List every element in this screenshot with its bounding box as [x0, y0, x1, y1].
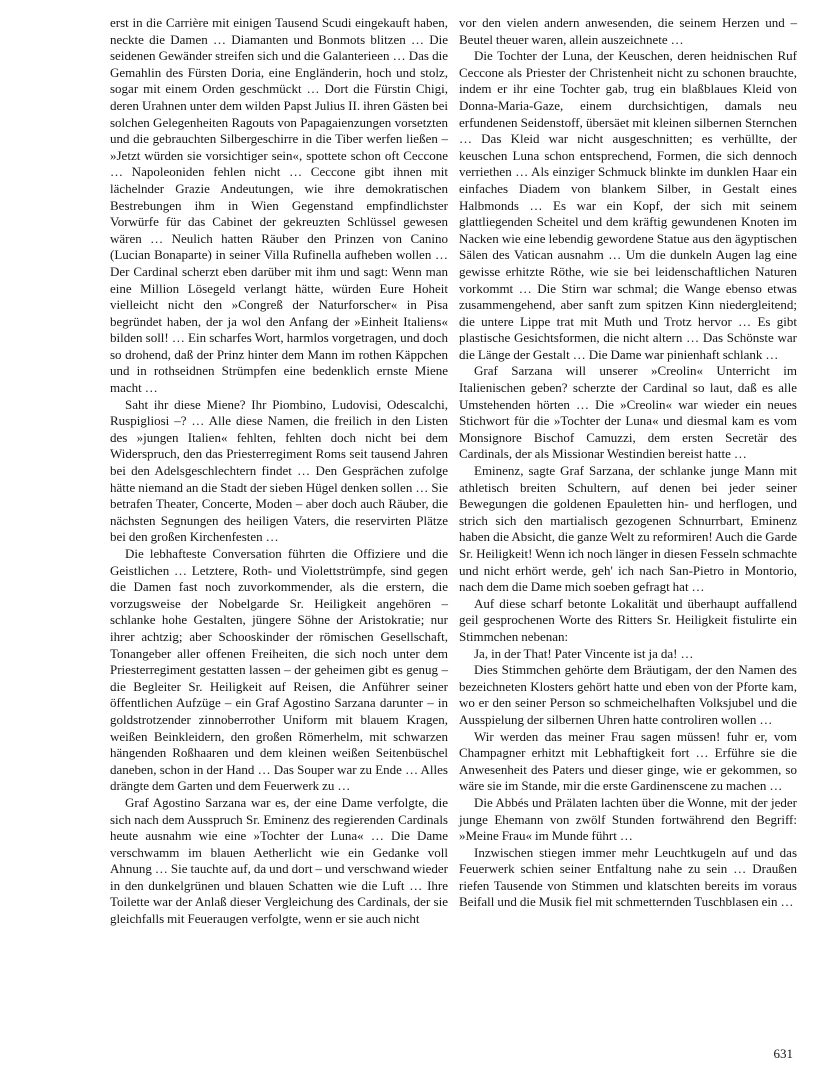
text-paragraph: Graf Sarzana will unserer »Creolin« Unterricht im Italienischen geben? scherzte der Cardinal so laut, daß es alle Umstehenden hörten … Die »Creolin« war wieder ein neues Stichwort für die »Tochter der Luna« und diesmal kam es vom Monsignore Bischof Camuzzi, dem ersten Secretär des Cardinals, der als Missionar Westindien bereist hatte … [459, 363, 797, 462]
text-paragraph: Die lebhafteste Conversation führten die Offiziere und die Geistlichen … Letztere, Roth- und Violettstrümpfe, sind gegen die Damen fast noch zuvorkommender, als die erstern, die vorzugsweise der Nobelgarde Sr. Heiligkeit angehören – schlanke hohe Gestalten, jüngere Söhne der Aristokratie; nur ihrer achtzig; aber Schooskinder der römischen Gesellschaft, Tonangeber aller offenen Freiheiten, die sich noch unter dem Priesterregiment gestatten lassen – der geheimen gibt es genug – die Begleiter Sr. Heiligkeit auf Reisen, die Anführer seiner öffentlichen Aufzüge – ein Graf Agostino Sarzana darunter – in goldstrotzender zinnoberrother Uniform mit blauem Kragen, weißen Beinkleidern, den großen Römerhelm, mit schwarzen hängenden Roßhaaren und dem kleinen weißen Seitenbüschel daneben, schon in der Hand … Das Souper war zu Ende … Alles drängte dem Garten und dem Feuerwerk zu … [110, 546, 448, 794]
text-paragraph: erst in die Carrière mit einigen Tausend Scudi eingekauft haben, neckte die Damen … Diamanten und Bonmots blitzen … Die seidenen Gewänder streifen sich und die Galanterieen … Das die Gemahlin des Fürsten Doria, eine Engländerin, hoch und stolz, sogar mit einem Orden geschmückt … Dort die Fürstin Chigi, deren Urahnen unter dem wilden Papst Julius II. ihren Gästen bei solchen Gelegenheiten Ragouts von Papagaienzungen vorsetzten und die gebrauchten Silbergeschirre in die Tiber werfen ließen – »Jetzt würden sie vorsichtiger sein«, spottete schon oft Ceccone … Napoleoniden fehlen nicht … Ceccone gibt ihnen mit lächelnder Grazie Andeutungen, wie ihre demokratischen Bestrebungen ihm in Wien Gegenstand empfindlichster Vorwürfe für das Cabinet der gekreuzten Schlüssel gewesen wären … Neulich hatten Räuber den Prinzen von Canino (Lucian Bonaparte) in seiner Villa Rufinella aufheben wollen … Der Cardinal scherzt eben darüber mit ihm und sagt: Wenn man eine Million Lösegeld verlangt hätte, würden Eure Hoheit vielleicht nicht den »Congreß der Naturforscher« in Pisa begründet haben, der ja wol den Anfang der »Einheit Italiens« bilden soll! … Ein scharfes Wort, harmlos vorgetragen, und doch so drohend, daß der Prinz hinter dem Mann im rothen Käppchen und in rothseidnen Strümpfen eine bedenklich ernste Miene macht … [110, 15, 448, 396]
text-paragraph: Die Tochter der Luna, der Keuschen, deren heidnischen Ruf Ceccone als Priester der Christenheit nicht zu schonen brauchte, indem er ihr eine Tochter gab, trug ein blaßblaues Kleid von Donna-Maria-Gaze, einem durchsichtigen, damals neu erfundenen Seidenstoff, übersäet mit kleinen silbernen Sternchen … Das Kleid war nicht ausgeschnitten; es verhüllte, der keuschen Luna schon entsprechend, Formen, die sich dennoch verriethen … Als einziger Schmuck blinkte im dunklen Haar ein einfaches Diadem von blankem Silber, in Gestalt eines Halbmonds … Es war ein Kopf, der sich mit seinem glattliegenden Scheitel und dem kräftig gewundenen Knoten im Nacken wie eine lebendig gewordene Statue aus den ägyptischen Sälen des Vatican ausnahm … Um die dunkeln Augen lag eine gewisse erhitzte Röthe, wie sie bei leidenschaftlichen Naturen vorkommt … Die Stirn war schmal; die Wange ebenso etwas zusammengehend, aber sanft zum spitzen Kinn niedergleitend; die untere Lippe trat mit Muth und Trotz hervor … Es gibt plastische Gesichtsformen, die nicht altern … Das Schönste war die Länge der Gestalt … Die Dame war pinienhaft schlank … [459, 48, 797, 362]
text-paragraph: Saht ihr diese Miene? Ihr Piombino, Ludovisi, Odescalchi, Ruspigliosi –? … Alle diese Namen, die freilich in den Listen des »jungen Italien« fehlten, fehlten doch nicht bei dem Widerspruch, den das Priesterregiment Roms seit tausend Jahren bei den Adelsgeschlechtern findet … Den Gesprächen zufolge hätte niemand an die Stadt der sieben Hügel denken sollen … Sie betrafen Theater, Concerte, Moden – aber doch auch Räuber, die nächsten Segnungen des heiligen Vaters, die reservirten Plätze bei den großen Kirchenfesten … [110, 396, 448, 545]
page-number: 631 [773, 1046, 793, 1061]
left-text-column [110, 15, 448, 928]
right-text-column [459, 15, 797, 928]
text-paragraph: vor den vielen andern anwesenden, die seinem Herzen und – Beutel theuer waren, allein auszeichnete … [459, 15, 797, 47]
text-paragraph: Inzwischen stiegen immer mehr Leuchtkugeln auf und das Feuerwerk schien seiner Entfaltung nahe zu sein … Draußen riefen Tausende von Stimmen und klatschten bereits im voraus Beifall und die Musik fiel mit schmetternden Tuschblasen ein … [459, 844, 797, 910]
text-paragraph: Eminenz, sagte Graf Sarzana, der schlanke junge Mann mit athletisch breiten Schultern, auf denen bei jeder seiner Bewegungen die goldenen Epauletten hin- und herflogen, und strich sich den martialisch gezogenen Schnurrbart, Eminenz haben die Absicht, die ganze Welt zu reformiren! Auch die Garde Sr. Heiligkeit! Wenn ich noch länger in diesen Fesseln schmachte und nicht erhört werde, geh' ich nach San-Pietro in Montorio, nach dem die Dame mich soeben gefragt hat … [459, 463, 797, 595]
text-paragraph: Dies Stimmchen gehörte dem Bräutigam, der den Namen des bezeichneten Klosters gehört hatte und eben von der Pforte kam, wo er den seiner Person so schmeichelhaften Volksjubel und die Ausspielung der silbernen Uhren hatte controliren wollen … [459, 662, 797, 727]
text-paragraph: Auf diese scharf betonte Lokalität und überhaupt auffallend geil gesprochenen Worte des Ritters Sr. Heiligkeit fistulirte ein Stimmchen nebenan: [459, 595, 797, 644]
text-paragraph: Die Abbés und Prälaten lachten über die Wonne, mit der jeder junge Ehemann von zwölf Stunden fortwährend den Begriff: »Meine Frau« im Munde führt … [459, 794, 797, 844]
two-column-text-block [110, 15, 795, 928]
text-paragraph: Wir werden das meiner Frau sagen müssen! fuhr er, vom Champagner erhitzt mit Lebhaftigkeit fort … Erführe sie die Anwesenheit des Paters und dieser ginge, wie er gekommen, so wäre sie im Stande, mir die erste Gardinenscene zu machen … [459, 728, 797, 794]
text-paragraph: Graf Agostino Sarzana war es, der eine Dame verfolgte, die sich nach dem Ausspruch Sr. Eminenz des regierenden Cardinals heute ausnahm wie eine »Tochter der Luna« … Die Dame verschwamm im blauen Aetherlicht wie ein Gedanke voll Ahnung … Sie tauchte auf, da und dort – und verschwand wieder in den dunkelgrünen und blauen Schatten wie die Luft … Ihre Toilette war der Anlaß dieser Vergleichung des Cardinals, der sie gleichfalls mit Feueraugen verfolgte, wenn er sie auch nicht [110, 794, 448, 927]
text-paragraph: Ja, in der That! Pater Vincente ist ja da! … [474, 645, 694, 661]
